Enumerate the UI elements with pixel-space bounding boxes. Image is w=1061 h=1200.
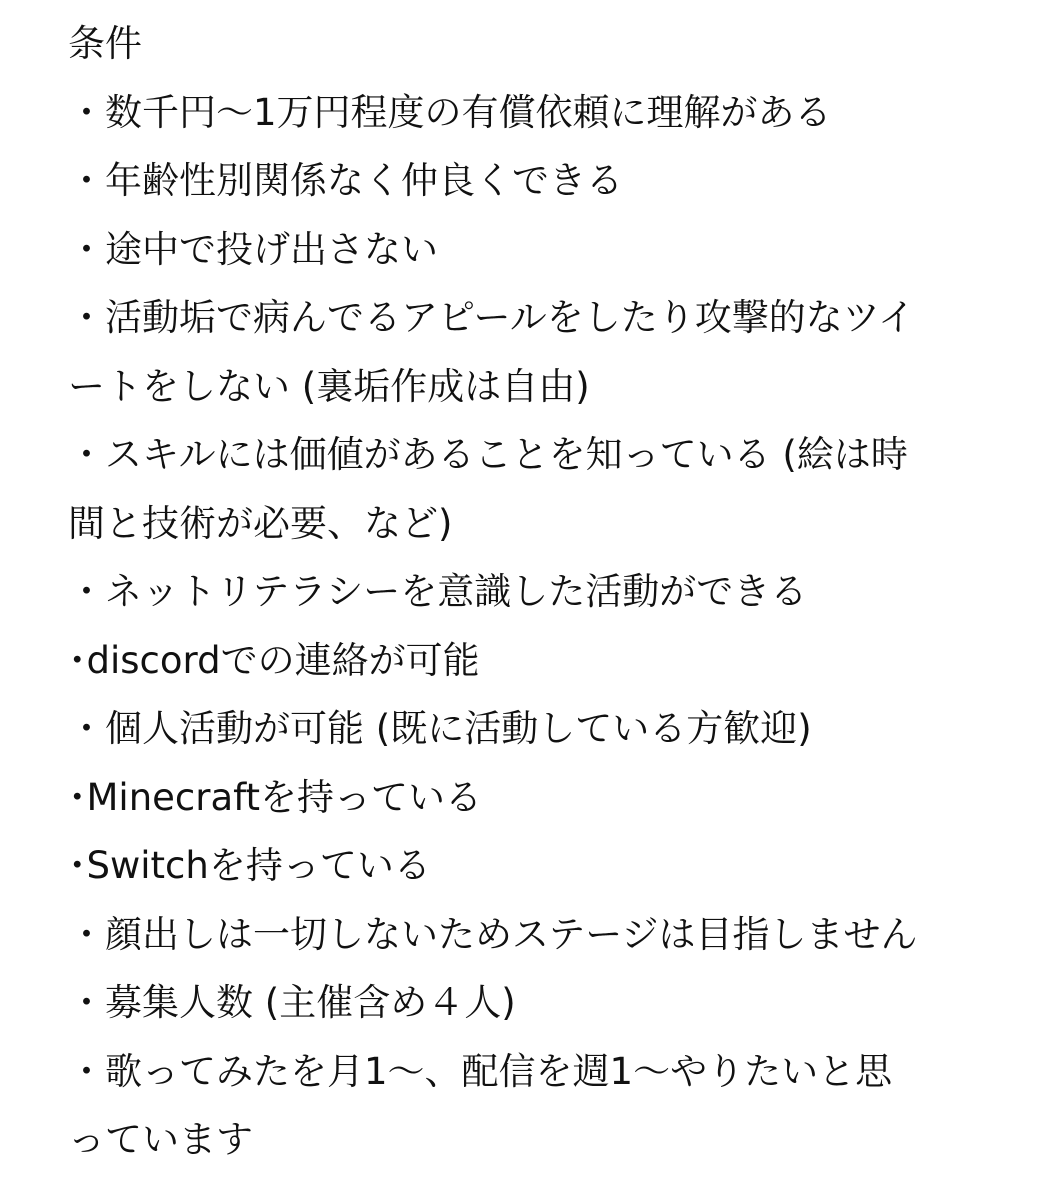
note-title: 条件 (68, 22, 142, 65)
note-line: ・個人活動が可能 (既に活動している方歓迎) (68, 707, 812, 750)
note-line: ･discordでの連絡が可能 (68, 638, 480, 682)
note-line: ・歌ってみたを月1〜、配信を週1〜やりたいと思 (68, 1049, 893, 1093)
note-line: っています (68, 1118, 253, 1161)
note-line: 間と技術が必要、など) (68, 501, 453, 545)
note-line: ・年齢性別関係なく仲良くできる (68, 159, 623, 202)
note-line: ･Minecraftを持っている (68, 775, 483, 819)
note-body (68, 10, 1028, 1175)
note-line: ・途中で投げ出さない (68, 227, 438, 271)
note-line: ・顔出しは一切しないためステージは目指しません (68, 912, 918, 956)
note-line: ートをしない (裏垢作成は自由) (68, 364, 590, 408)
note-line: ・スキルには価値があることを知っている (絵は時 (68, 433, 908, 476)
note-line: ・活動垢で病んでるアピールをしたり攻撃的なツイ (68, 296, 915, 339)
note-line: ･Switchを持っている (68, 844, 431, 887)
note-line: ・ネットリテラシーを意識した活動ができる (68, 570, 808, 613)
note-line: ・募集人数 (主催含め４人) (68, 981, 516, 1024)
note-line: ・数千円〜1万円程度の有償依頼に理解がある (68, 90, 832, 134)
